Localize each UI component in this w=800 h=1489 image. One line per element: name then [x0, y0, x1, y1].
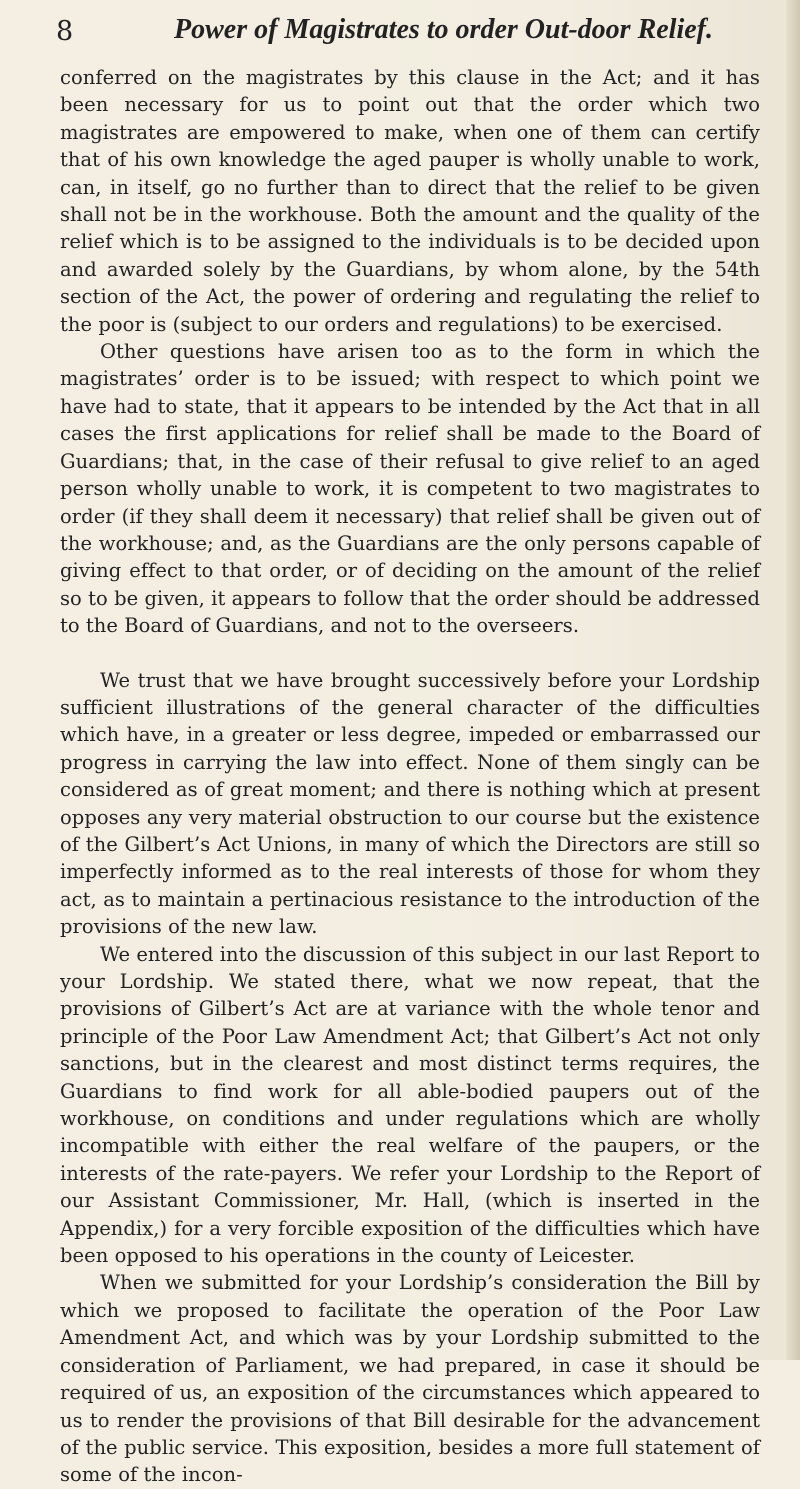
body-text — [60, 64, 760, 1489]
paragraph-magistrates-order: Other questions have arisen too as to the form in which the magistrates’ order is to be issued; with respect to which point we have had to state, that it appears to be intended by the Act that in all cases the first applications for relief shall be made to the Board of Guardians; that, in the case of their refusal to give relief to an aged person wholly unable to work, it is competent to two magistrates to order (if they shall deem it necessary) that relief shall be given out of the workhouse; and, as the Guardians are the only persons capable of giving effect to that order, or of deciding on the amount of the relief so to be given, it appears to follow that the order should be addressed to the Board of Guardians, and not to the overseers. — [60, 340, 760, 638]
paragraph-difficulties: We trust that we have brought successively before your Lordship sufficient illustrations of the general character of the difficulties which have, in a greater or less degree, impeded or embarrassed our progress in carrying the law into effect. None of them singly can be considered as of great moment; and there is nothing which at present opposes any very material obstruction to our course but the existence of the Gilbert’s Act Unions, in many of which the Directors are still so imperfectly informed as to the real interests of those for whom they act, as to maintain a pertinacious resistance to the introduction of the provisions of the new law. — [60, 668, 760, 939]
paragraph-continued: conferred on the magistrates by this clause in the Act; and it has been necessary for us to point out that the order which two magistrates are empowered to make, when one of them can certify that of his own knowledge the aged pauper is wholly unable to work, can, in itself, go no further than to direct that the relief to be given shall not be in the workhouse. Both the amount and the quality of the relief which is to be assigned to the individuals is to be decided upon and awarded solely by the Guardians, by whom alone, by the 54th section of the Act, the power of ordering and regulating the relief to the poor is (subject to our orders and regulations) to be exercised. — [60, 66, 760, 336]
page-header — [56, 14, 756, 58]
paragraph-gilberts-act: We entered into the discussion of this subject in our last Report to your Lordship. We stated there, what we now repeat, that the provisions of Gilbert’s Act are at variance with the whole tenor and principle of the Poor Law Amendment Act; that Gilbert’s Act not only sanctions, but in the clearest and most distinct terms requires, the Guardians to find work for all able-bodied paupers out of the workhouse, on conditions and under regulations which are wholly incompatible with either the real welfare of the paupers, or the interests of the rate-payers. We refer your Lordship to the Report of our Assistant Commissioner, Mr. Hall, (which is inserted in the Appendix,) for a very forcible exposition of the difficulties which have been opposed to his operations in the county of Leicester. — [60, 942, 760, 1268]
page-number: 8 — [56, 16, 74, 47]
running-title: Power of Magistrates to order Out-door Relief. — [174, 14, 713, 45]
paragraph-bill: When we submitted for your Lordship’s consideration the Bill by which we proposed to facilitate the operation of the Poor Law Amendment Act, and which was by your Lordship submitted to the consideration of Parliament, we had prepared, in case it should be required of us, an exposition of the circumstances which appeared to us to render the provisions of that Bill desirable for the advancement of the public service. This exposition, besides a more full statement of some of the incon- — [60, 1271, 760, 1487]
page-edge — [786, 0, 800, 1360]
